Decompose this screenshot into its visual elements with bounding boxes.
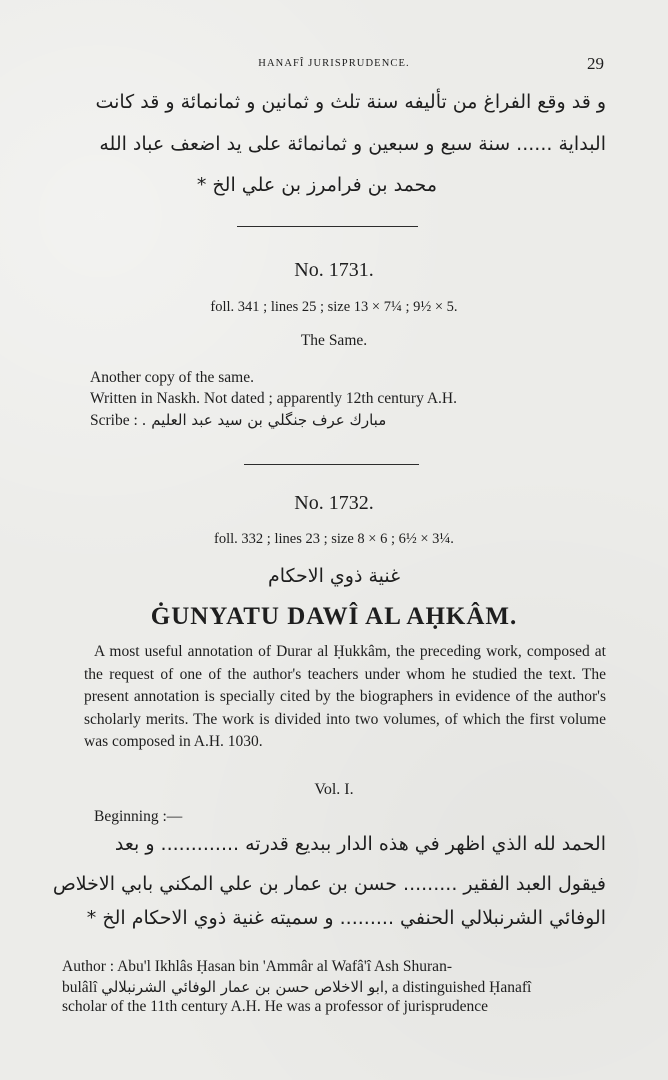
author-arabic-name: ابو الاخلاص حسن بن عمار الوفائي الشرنبلالي	[101, 978, 385, 996]
entry-note-3	[90, 411, 386, 431]
entry-note-2: Written in Naskh. Not dated ; apparently 12th century A.H.	[90, 390, 457, 407]
entry-note-1: Another copy of the same.	[90, 369, 254, 386]
running-header-title: HANAFÎ JURISPRUDENCE.	[258, 58, 410, 69]
top-arabic-line-1: و قد وقع الفراغ من تأليفه سنة تلث و ثمانين و ثمانمائة و قد كانت	[95, 91, 606, 113]
section-divider	[244, 464, 419, 465]
top-arabic-line-3: محمد بن فرامرز بن علي الخ *	[196, 174, 437, 196]
beginning-arabic-line-1: الحمد لله الذي اظهر في هذه الدار ببديع قدرته ............. و بعد	[114, 833, 606, 855]
entry-foll-details: foll. 341 ; lines 25 ; size 13 × 7¼ ; 9½ × 5.	[210, 299, 458, 315]
section-divider	[237, 226, 418, 227]
entry-number: No. 1732.	[294, 492, 374, 514]
author-line-3: scholar of the 11th century A.H. He was a professor of jurisprudence	[62, 998, 488, 1015]
volume-label: Vol. I.	[314, 781, 354, 798]
scribe-label: Scribe :	[90, 412, 138, 429]
paragraph-text: A most useful annotation of Durar al Ḥukkâm, the preceding work, composed at the request of one of the author's teachers under whom he studied the text. The present annotation is specially cited by the biographers in evidence of the author's scholarly merits. The work is divided into two volumes, of which the first volume was composed in A.H. 1030.	[84, 643, 606, 751]
entry-same-label: The Same.	[300, 332, 368, 349]
description-paragraph	[84, 641, 606, 754]
title-arabic: غنية ذوي الاحكام	[267, 565, 401, 587]
author-line-2	[62, 977, 606, 998]
beginning-arabic-line-3: الوفائي الشرنبلالي الحنفي ......... و سميته غنية ذوي الاحكام الخ *	[86, 907, 606, 929]
author-line-1: Author : Abu'l Ikhlâs Ḥasan bin 'Ammâr al Wafâ'î Ash Shuran-	[62, 958, 452, 975]
beginning-label: Beginning :—	[94, 808, 183, 825]
author-name-end: bulâlî	[62, 979, 98, 996]
page-number: 29	[587, 54, 604, 73]
entry-foll-details: foll. 332 ; lines 23 ; size 8 × 6 ; 6½ × 3¼.	[214, 531, 454, 547]
entry-number: No. 1731.	[294, 259, 374, 281]
scribe-arabic: مبارك عرف جنگلي بن سيد عبد العليم .	[141, 411, 387, 429]
beginning-arabic-line-2: فيقول العبد الفقير ......... حسن بن عمار بن علي المكني بابي الاخلاص	[52, 873, 606, 895]
top-arabic-line-2: البداية ...... سنة سبع و سبعين و ثمانمائة على يد اضعف عباد الله	[99, 133, 606, 155]
author-descriptor: , a distinguished Ḥanafî	[384, 979, 532, 996]
title-latin: ĠUNYATU DAWÎ AL AḤKÂM.	[150, 603, 518, 630]
